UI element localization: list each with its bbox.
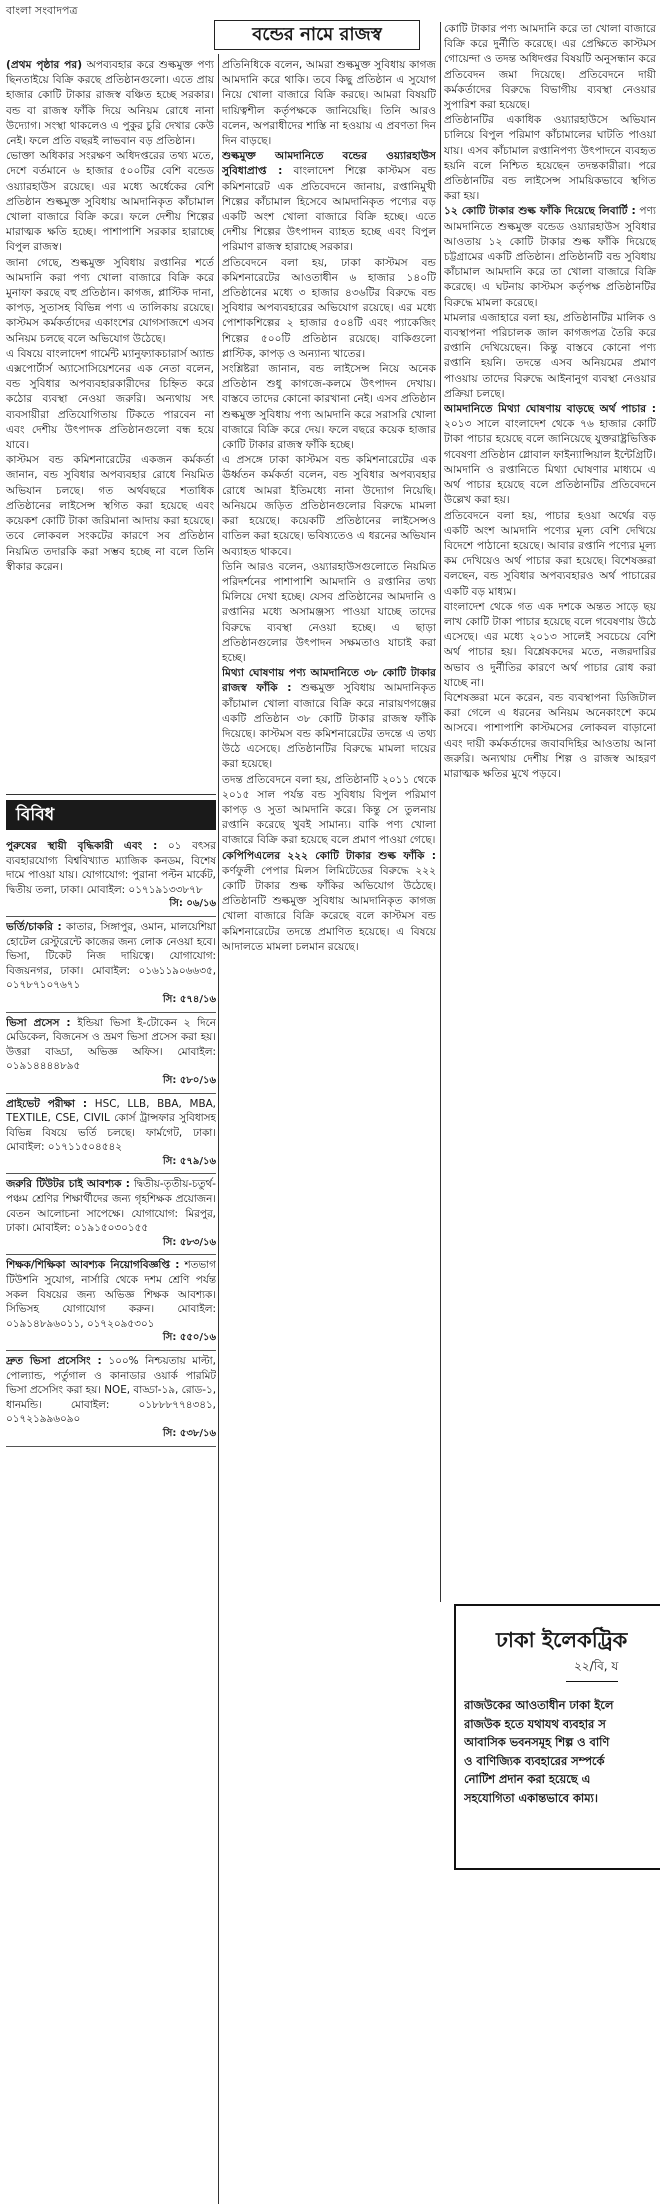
classifieds-list	[6, 836, 216, 2186]
paragraph-lead: মিথ্যা ঘোষণায় পণ্য আমদানিতে ৩৮ কোটি টাকার রাজস্ব ফাঁকি :	[222, 667, 436, 695]
paragraph-text: শুল্কমুক্ত সুবিধায় আমদানিকৃত কাঁচামাল খোলা বাজারে বিক্রি করে নারায়ণগঞ্জের একটি প্রতিষ্ঠান ৩৮ কোটি টাকার রাজস্ব ফাঁকি দিয়েছে। কাস্টমস বন্ড কমিশনারেটের তদন্তে এ তথ্য উঠে এসেছে। প্রতিষ্ঠানটির বিরুদ্ধে মামলা দায়ের করা হয়েছে।	[222, 682, 436, 771]
article-paragraph	[444, 402, 656, 508]
classified-text: শতভাগ টিউশনি সুযোগ, নার্সারি থেকে দশম শ্রেণি পর্যন্ত সকল বিষয়ের জন্য অভিজ্ঞ শিক্ষক আবশ্যক। সিভিসহ যোগাযোগ করুন। মোবাইল: ০১৯১৪৮৯৬০১১, ০১৭২০৯৫৩০১	[6, 1259, 216, 1330]
paragraph-text: এ বিষয়ে বাংলাদেশ গার্মেন্ট ম্যানুফ্যাকচারার্স অ্যান্ড এক্সপোর্টার্স অ্যাসোসিয়েশনের এক নেতা বলেন, বন্ড সুবিধার অপব্যবহারকারীদের চিহ্নিত করে কঠোর ব্যবস্থা নেওয়া জরুরি। অন্যথায় সৎ ব্যবসায়ীরা প্রতিযোগিতায় টিকতে পারবেন না এবং দেশীয় উৎপাদক প্রতিষ্ঠানগুলো বন্ধ হয়ে যাবে।	[6, 347, 214, 452]
top-strip: বাংলা সংবাদপত্র	[6, 4, 78, 17]
article-paragraph	[222, 560, 436, 666]
paragraph-text: মামলার এজাহারে বলা হয়, প্রতিষ্ঠানটির মালিক ও ব্যবস্থাপনা পরিচালক জাল কাগজপত্র তৈরি করে রপ্তানি দেখিয়েছেন। কিন্তু বাস্তবে কোনো পণ্য রপ্তানি হয়নি। তদন্তে এসব অনিয়মের প্রমাণ পাওয়ায় তাদের বিরুদ্ধে আইনানুগ ব্যবস্থা নেওয়ার প্রক্রিয়া চলছে।	[444, 311, 656, 400]
article-paragraph	[222, 773, 436, 849]
article-column-right	[444, 22, 656, 1600]
classified-title: জরুরি টিউটর চাই আবশ্যক :	[6, 1178, 130, 1191]
section-title: বিবিধ	[6, 800, 216, 830]
classified-text: ১০০% নিশ্চয়তায় মাল্টা, পোল্যান্ড, পর্তুগাল ও কানাডার ওয়ার্ক পারমিট ভিসা প্রসেসিং করা হয়। NOE, বাড্ডা-১৯, রোড-১, ধানমন্ডি। মোবাইল: ০১৮৮৮৭৭৪৩৪১, ০১৭২১৯৯৬০৯০	[6, 1355, 216, 1426]
article-paragraph	[222, 362, 436, 453]
dhaka-ad-body	[464, 1696, 660, 1807]
article-paragraph	[222, 256, 436, 362]
classified-code: সি: ৫৩৮/১৬	[162, 1427, 216, 1439]
article-paragraph	[444, 311, 656, 402]
paragraph-text: সংশ্লিষ্টরা জানান, বন্ড লাইসেন্স নিয়ে অনেক প্রতিষ্ঠান শুধু কাগজে-কলমে উৎপাদন দেখায়। বাস্তবে তাদের কোনো কারখানা নেই। এসব প্রতিষ্ঠান শুল্কমুক্ত সুবিধায় পণ্য আমদানি করে সরাসরি খোলা বাজারে বিক্রি করে দেয়। ফলে বছরে কয়েক হাজার কোটি টাকার রাজস্ব ফাঁকি হচ্ছে।	[222, 363, 436, 452]
dhaka-ad-address: ২২/বি, য	[566, 1658, 618, 1682]
classified-ad	[6, 1351, 216, 1447]
article-paragraph	[444, 600, 656, 691]
classified-code: সি: ০৬/১৬	[169, 898, 216, 910]
paragraph-text: এ প্রসঙ্গে ঢাকা কাস্টমস বন্ড কমিশনারেটের এক ঊর্ধ্বতন কর্মকর্তা বলেন, বন্ড সুবিধার অপব্যবহার রোধে আমরা ইতিমধ্যে নানা উদ্যোগ নিয়েছি। অনিয়মে জড়িত প্রতিষ্ঠানগুলোর বিরুদ্ধে মামলা করা হয়েছে। কয়েকটি প্রতিষ্ঠানের লাইসেন্সও বাতিল করা হয়েছে। ভবিষ্যতেও এ ধরনের অভিযান অব্যাহত থাকবে।	[222, 454, 436, 558]
article-paragraph	[222, 666, 436, 772]
article-paragraph	[444, 691, 656, 782]
paragraph-lead: শুল্কমুক্ত আমদানিতে বন্ডের ওয়্যারহাউস সুবিধাপ্রাপ্ত :	[222, 150, 436, 178]
article-paragraph	[444, 113, 656, 204]
article-column-middle	[222, 58, 436, 2158]
classified-title: ভিসা প্রসেস :	[6, 1016, 71, 1029]
article-paragraph	[222, 849, 436, 955]
dhaka-ad-line: ও বাণিজ্যিক ব্যবহারের সম্পর্কে	[464, 1753, 605, 1768]
article-paragraph	[6, 149, 214, 255]
article-paragraph	[6, 256, 214, 347]
paragraph-text: কর্ণফুলী পেপার মিলস লিমিটেডের বিরুদ্ধে ২২২ কোটি টাকার শুল্ক ফাঁকির অভিযোগ উঠেছে। প্রতিষ্ঠানটি শুল্কমুক্ত সুবিধায় আমদানিকৃত কাগজ খোলা বাজারে বিক্রি করেছে বলে কাস্টমস বন্ড কমিশনারেটের তদন্তে প্রমাণিত হয়েছে। এ বিষয়ে আদালতে মামলা চলমান রয়েছে।	[222, 864, 436, 953]
article-paragraph	[444, 509, 656, 600]
paragraph-text: তিনি আরও বলেন, ওয়্যারহাউসগুলোতে নিয়মিত পরিদর্শনের পাশাপাশি আমদানি ও রপ্তানির তথ্য মিলিয়ে দেখা হচ্ছে। যেসব প্রতিষ্ঠানের আমদানি ও রপ্তানির মধ্যে অসামঞ্জস্য পাওয়া যাচ্ছে তাদের বিরুদ্ধে ব্যবস্থা নেওয়া হচ্ছে। এ ছাড়া প্রতিষ্ঠানগুলোর উৎপাদন সক্ষমতাও যাচাই করা হচ্ছে।	[222, 560, 436, 664]
dhaka-ad-line: রাজউক হতে যথাযথ ব্যবহার স	[464, 1716, 606, 1731]
article-paragraph	[6, 58, 214, 149]
classified-ad	[6, 1094, 216, 1175]
classified-ad	[6, 836, 216, 917]
paragraph-text: বাংলাদেশ থেকে গত এক দশকে অন্তত সাড়ে ছয় লাখ কোটি টাকা পাচার হয়েছে বলে গবেষণায় উঠে এসেছে। এর মধ্যে ২০১৩ সালেই সবচেয়ে বেশি অর্থ পাচার হয়। বিশ্লেষকদের মতে, নজরদারির অভাব ও দুর্নীতির কারণে অর্থ পাচার রোধ করা যাচ্ছে না।	[444, 600, 656, 689]
classified-code: সি: ৫৭৯/১৬	[162, 1155, 216, 1167]
article-paragraph	[6, 347, 214, 453]
classified-title: প্রাইভেট পরীক্ষা :	[6, 1097, 88, 1110]
paragraph-text: প্রতিবেদনে বলা হয়, ঢাকা কাস্টমস বন্ড কমিশনারেটের আওতাধীন ৬ হাজার ১৪০টি প্রতিষ্ঠানের মধ্যে ৩ হাজার ৪৩৬টির বিরুদ্ধে বন্ড সুবিধার অপব্যবহারের অভিযোগ রয়েছে। এর মধ্যে পোশাকশিল্পের ২ হাজার ৫০৪টি এবং প্যাকেজিং শিল্পের ৫০০টি প্রতিষ্ঠান রয়েছে। বাকিগুলো প্লাস্টিক, কাপড় ও অন্যান্য খাতের।	[222, 256, 436, 360]
classified-title: দ্রুত ভিসা প্রসেসিং :	[6, 1355, 102, 1367]
classified-code: সি: ৫৭৪/১৬	[162, 993, 216, 1005]
paragraph-text: প্রতিষ্ঠানটির একাধিক ওয়্যারহাউসে অভিযান চালিয়ে বিপুল পরিমাণ কাঁচামালের ঘাটতি পাওয়া যায়। এসব কাঁচামাল রপ্তানিপণ্য উৎপাদনে ব্যবহৃত হয়নি বলে নিশ্চিত হয়েছেন তদন্তকারীরা। পরে প্রতিষ্ঠানটির বন্ড লাইসেন্স সাময়িকভাবে স্থগিত করা হয়।	[444, 114, 656, 203]
classified-text: দ্বিতীয়-তৃতীয়-চতুর্থ-পঞ্চম শ্রেণির শিক্ষার্থীদের জন্য গৃহশিক্ষক প্রয়োজন। বেতন আলোচনা সাপেক্ষে। যোগাযোগ: মিরপুর, ঢাকা। মোবাইল: ০১৯১৫০৩০১৫৫	[6, 1178, 216, 1235]
classified-ad	[6, 1013, 216, 1094]
article-paragraph	[222, 453, 436, 559]
dhaka-ad-line: নোটিশ প্রদান করা হয়েছে এ	[464, 1772, 591, 1786]
article-paragraph	[6, 453, 214, 575]
dhaka-ad-line: সহযোগিতা একান্তভাবে কাম্য।	[464, 1790, 598, 1805]
paragraph-lead: (প্রথম পৃষ্ঠার পর)	[6, 59, 83, 71]
classified-title: ভর্তি/চাকরি :	[6, 920, 62, 933]
article-paragraph	[222, 58, 436, 149]
paragraph-lead: কেপিপিএলের ২২২ কোটি টাকার শুল্ক ফাঁকি :	[222, 849, 436, 862]
classified-text: ইন্ডিয়া ভিসা ই-টোকেন ২ দিনে মেডিকেল, বিজনেস ও ভ্রমণ ভিসা প্রসেস করা হয়। উত্তরা বাড্ডা, অভিজ্ঞ অফিস। মোবাইল: ০১৯১৪৪৪৪৮৯৫	[6, 1016, 216, 1073]
classified-ad	[6, 917, 216, 1013]
paragraph-text: ২০১৩ সালে বাংলাদেশ থেকে ৭৬ হাজার কোটি টাকা পাচার হয়েছে বলে জানিয়েছে যুক্তরাষ্ট্রভিত্তিক গবেষণা প্রতিষ্ঠান গ্লোবাল ফাইন্যান্সিয়াল ইন্টেগ্রিটি। আমদানি ও রপ্তানিতে মিথ্যা ঘোষণার মাধ্যমে এ অর্থ পাচার হয়েছে বলে প্রতিষ্ঠানটির প্রতিবেদনে উল্লেখ করা হয়।	[444, 418, 656, 507]
paragraph-lead: আমদানিতে মিথ্যা ঘোষণায় বাড়ছে অর্থ পাচার :	[444, 403, 656, 416]
paragraph-text: কাস্টমস বন্ড কমিশনারেটের একজন কর্মকর্তা জানান, বন্ড সুবিধার অপব্যবহার রোধে নিয়মিত অভিযান চলছে। গত অর্থবছরে শতাধিক প্রতিষ্ঠানের লাইসেন্স স্থগিত করা হয়েছে এবং কয়েকশ কোটি টাকা জরিমানা আদায় করা হয়েছে। তবে লোকবল সংকটের কারণে সব প্রতিষ্ঠান নিয়মিত তদারকি করা সম্ভব হচ্ছে না বলে তিনি স্বীকার করেন।	[6, 454, 214, 573]
classified-title: পুরুষের স্থায়ী বৃদ্ধিকারী এবং :	[6, 840, 158, 852]
article-paragraph	[444, 22, 656, 113]
column-rule-left	[218, 54, 219, 2204]
dhaka-ad-line: রাজউকের আওতাধীন ঢাকা ইলে	[464, 1698, 614, 1712]
section-rule	[6, 794, 216, 795]
classified-text: HSC, LLB, BBA, MBA, TEXTILE, CSE, CIVIL কোর্স ট্রান্সফার সুবিধাসহ বিভিন্ন বিষয়ে ভর্তি চলছে। ফার্মগেট, ঢাকা। মোবাইল: ০১৭১১৫০৪৫৪২	[6, 1097, 216, 1154]
paragraph-text: ভোক্তা অধিকার সংরক্ষণ অধিদপ্তরের তথ্য মতে, দেশে বর্তমানে ৬ হাজার ৫০০টির বেশি বন্ডেড ওয়্যারহাউস রয়েছে। এর মধ্যে অর্ধেকের বেশি প্রতিষ্ঠান শুল্কমুক্ত সুবিধায় আমদানিকৃত কাঁচামাল খোলা বাজারে বিক্রি করে। ফলে দেশীয় শিল্পের মারাত্মক ক্ষতি হচ্ছে। পাশাপাশি সরকার হারাচ্ছে বিপুল রাজস্ব।	[6, 150, 214, 254]
article-column-left	[6, 58, 214, 790]
paragraph-text: প্রতিনিধিকে বলেন, আমরা শুল্কমুক্ত সুবিধায় কাগজ আমদানি করে থাকি। তবে কিছু প্রতিষ্ঠান এ সুযোগ নিয়ে খোলা বাজারে বিক্রি করছে। আমরা বিষয়টি দায়িত্বশীল কর্তৃপক্ষকে জানিয়েছি। তিনি আরও বলেন, অপরাধীদের শাস্তি না হওয়ায় এ প্রবণতা দিন দিন বাড়ছে।	[222, 59, 436, 148]
column-rule-right	[440, 22, 441, 1602]
classified-code: সি: ৫৮৩/১৬	[162, 1236, 216, 1248]
classified-title: শিক্ষক/শিক্ষিকা আবশ্যক নিয়োগবিজ্ঞপ্তি :	[6, 1259, 180, 1272]
article-paragraph	[222, 149, 436, 255]
paragraph-text: জানা গেছে, শুল্কমুক্ত সুবিধায় রপ্তানির শর্তে আমদানি করা পণ্য খোলা বাজারে বিক্রি করে মুনাফা করছে বহু প্রতিষ্ঠান। কাগজ, প্লাস্টিক দানা, কাপড়, সুতাসহ বিভিন্ন পণ্য এ তালিকায় রয়েছে। কাস্টমস কর্মকর্তাদের একাংশের যোগসাজশে এসব অনিয়ম চলছে বলে অভিযোগ উঠেছে।	[6, 256, 214, 345]
paragraph-text: অপব্যবহার করে শুল্কমুক্ত পণ্য ছিনতাইয়ে বিক্রি করছে প্রতিষ্ঠানগুলো। এতে প্রায় হাজার কোটি টাকার রাজস্ব বঞ্চিত হচ্ছে সরকার। বন্ড বা রাজস্ব ফাঁকি দিয়ে অনিয়ম রোধে নানা উদ্যোগ। সংস্থা থাকলেও এ পুকুর চুরি দেখার কেউ নেই। ফলে প্রতি বছরই লাভবান বড় প্রতিষ্ঠান।	[6, 59, 214, 148]
paragraph-text: বিশেষজ্ঞরা মনে করেন, বন্ড ব্যবস্থাপনা ডিজিটাল করা গেলে এ ধরনের অনিয়ম অনেকাংশে কমে আসবে। পাশাপাশি কাস্টমসের লোকবল বাড়ানো এবং দায়ী কর্মকর্তাদের জবাবদিহির আওতায় আনা জরুরি। অন্যথায় দেশীয় শিল্প ও রাজস্ব আহরণ মারাত্মক ক্ষতির মুখে পড়বে।	[444, 691, 656, 780]
dhaka-electric-ad	[454, 1604, 660, 1870]
dhaka-ad-title: ঢাকা ইলেকট্রিক	[496, 1627, 628, 1652]
classified-ad	[6, 1174, 216, 1255]
paragraph-lead: ১২ কোটি টাকার শুল্ক ফাঁকি দিয়েছে লিবার্টি :	[444, 205, 636, 218]
headline: বন্ডের নামে রাজস্ব	[214, 20, 420, 50]
paragraph-text: কোটি টাকার পণ্য আমদানি করে তা খোলা বাজারে বিক্রি করে দুর্নীতি করেছে। এর প্রেক্ষিতে কাস্টমস গোয়েন্দা ও তদন্ত অধিদপ্তর বিষয়টি অনুসন্ধান করে প্রতিবেদন জমা দিয়েছে। প্রতিবেদনে দায়ী কর্মকর্তাদের বিরুদ্ধে বিভাগীয় ব্যবস্থা নেওয়ার সুপারিশ করা হয়েছে।	[444, 23, 656, 112]
paragraph-text: পণ্য আমদানিতে শুল্কমুক্ত বন্ডেড ওয়্যারহাউস সুবিধার আওতায় ১২ কোটি টাকার শুল্ক ফাঁকি দিয়েছে চট্টগ্রামের একটি প্রতিষ্ঠান। প্রতিষ্ঠানটি বন্ড সুবিধায় কাঁচামাল আমদানি করে তা খোলা বাজারে বিক্রি করেছে। এ ঘটনায় কাস্টমস কর্তৃপক্ষ প্রতিষ্ঠানটির বিরুদ্ধে মামলা করেছে।	[444, 205, 656, 309]
classified-code: সি: ৫৮০/১৬	[162, 1074, 216, 1086]
article-paragraph	[444, 204, 656, 310]
paragraph-text: প্রতিবেদনে বলা হয়, পাচার হওয়া অর্থের বড় একটি অংশ আমদানি পণ্যের মূল্য বেশি দেখিয়ে বিদেশে পাঠানো হয়েছে। আবার রপ্তানি পণ্যের মূল্য কম দেখিয়েও অর্থ পাচার করা হয়েছে। বিশেষজ্ঞরা বলছেন, বন্ড সুবিধার অপব্যবহারও অর্থ পাচারের একটি বড় মাধ্যম।	[444, 509, 656, 598]
classified-code: সি: ৫৫০/১৬	[162, 1332, 216, 1344]
paragraph-text: বাংলাদেশ শিল্পে কাস্টমস বন্ড কমিশনারেট এক প্রতিবেদনে জানায়, রপ্তানিমুখী শিল্পের কাঁচামাল হিসেবে আমদানিকৃত পণ্যের বড় একটি অংশ খোলা বাজারে বিক্রি হচ্ছে। এতে দেশীয় শিল্পের উৎপাদন ব্যাহত হচ্ছে এবং বিপুল পরিমাণ রাজস্ব হারাচ্ছে সরকার।	[222, 165, 436, 254]
paragraph-text: তদন্ত প্রতিবেদনে বলা হয়, প্রতিষ্ঠানটি ২০১১ থেকে ২০১৫ সাল পর্যন্ত বন্ড সুবিধায় বিপুল পরিমাণ কাপড় ও সুতা আমদানি করে। কিন্তু সে তুলনায় রপ্তানি করেছে খুবই সামান্য। বাকি পণ্য খোলা বাজারে বিক্রি করা হয়েছে বলে প্রমাণ পাওয়া গেছে।	[222, 773, 436, 847]
classified-text: ০১ বৎসর ব্যবহারযোগ্য বিশ্ববিখ্যাত ম্যাজিক কনডম, বিশেষ দামে পাওয়া যায়। যোগাযোগ: পুরানা পল্টন মার্কেট, দ্বিতীয় তলা, ঢাকা। মোবাইল: ০১৭১৯১৩৩৮৭৮	[6, 840, 216, 896]
classified-text: কাতার, সিঙ্গাপুর, ওমান, মালয়েশিয়া হোটেল রেস্টুরেন্টে কাজের জন্য লোক নেওয়া হবে। ভিসা, টিকেট নিজ দায়িত্বে। যোগাযোগ: বিজয়নগর, ঢাকা। মোবাইল: ০১৬১১৯০৬৬৩৫, ০১৭৮৭১০৭৬৭১	[6, 920, 216, 992]
dhaka-ad-line: আবাসিক ভবনসমূহ শিল্প ও বাণি	[464, 1735, 610, 1749]
classified-ad	[6, 1255, 216, 1351]
